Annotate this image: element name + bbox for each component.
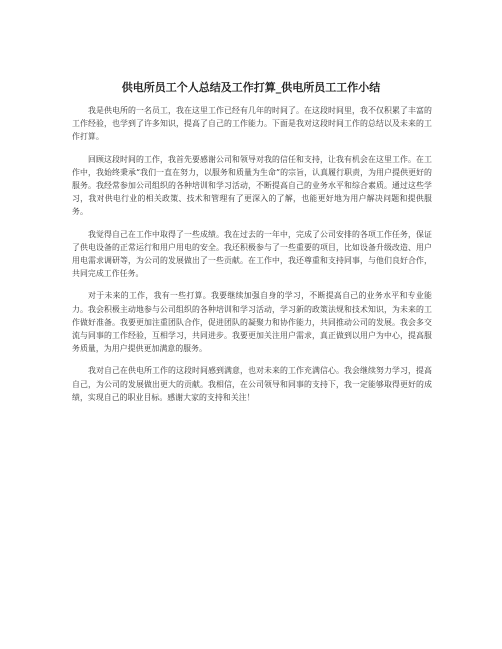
- document-title: 供电所员工个人总结及工作打算_供电所员工工作小结: [121, 81, 381, 94]
- paragraph-achievements: 我觉得自己在工作中取得了一些成绩。我在过去的一年中，完成了公司安排的各项工作任务，保证了供电设备的正常运行和用户用电的安全。我还积极参与了一些重要的项目，比如设备升级改造、用户用电需求调研等，为公司的发展做出了一些贡献。在工作中，我还尊重和支持同事，与他们良好合作，共同完成工作任务。: [72, 229, 432, 279]
- paragraph-intro: 我是供电所的一名员工，我在这里工作已经有几年的时间了。在这段时间里，我不仅积累了丰富的工作经验，也学到了许多知识，提高了自己的工作能力。下面是我对这段时间工作的总结以及未来的工作打算。: [72, 106, 432, 142]
- document-body: [72, 104, 432, 413]
- paragraph-conclusion: 我对自己在供电所工作的这段时间感到满意，也对未来的工作充满信心。我会继续努力学习，提高自己，为公司的发展做出更大的贡献。我相信，在公司领导和同事的支持下，我一定能够取得更好的成绩，实现自己的职业目标。感谢大家的支持和关注！: [72, 366, 432, 402]
- paragraph-future-plans: 对于未来的工作，我有一些打算。我要继续加强自身的学习，不断提高自己的业务水平和专业能力。我会积极主动地参与公司组织的各种培训和学习活动，学习新的政策法规和技术知识，为未来的工作做好准备。我要更加注重团队合作，促进团队的凝聚力和协作能力，共同推动公司的发展。我会多交流与同事的工作经验，互相学习，共同进步。我要更加关注用户需求，真正做到以用户为中心，提高服务质量，为用户提供更加满意的服务。: [72, 291, 432, 354]
- paragraph-review: 回顾这段时间的工作，我首先要感谢公司和领导对我的信任和支持，让我有机会在这里工作。在工作中，我始终秉承“我们一直在努力，以服务和质量为生命”的宗旨，认真履行职责，为用户提供更好的服务。我经常参加公司组织的各种培训和学习活动，不断提高自己的业务水平和综合素质。通过这些学习，我对供电行业的相关政策、技术和管理有了更深入的了解，也能更好地为用户解决问题和提供服务。: [72, 154, 432, 217]
